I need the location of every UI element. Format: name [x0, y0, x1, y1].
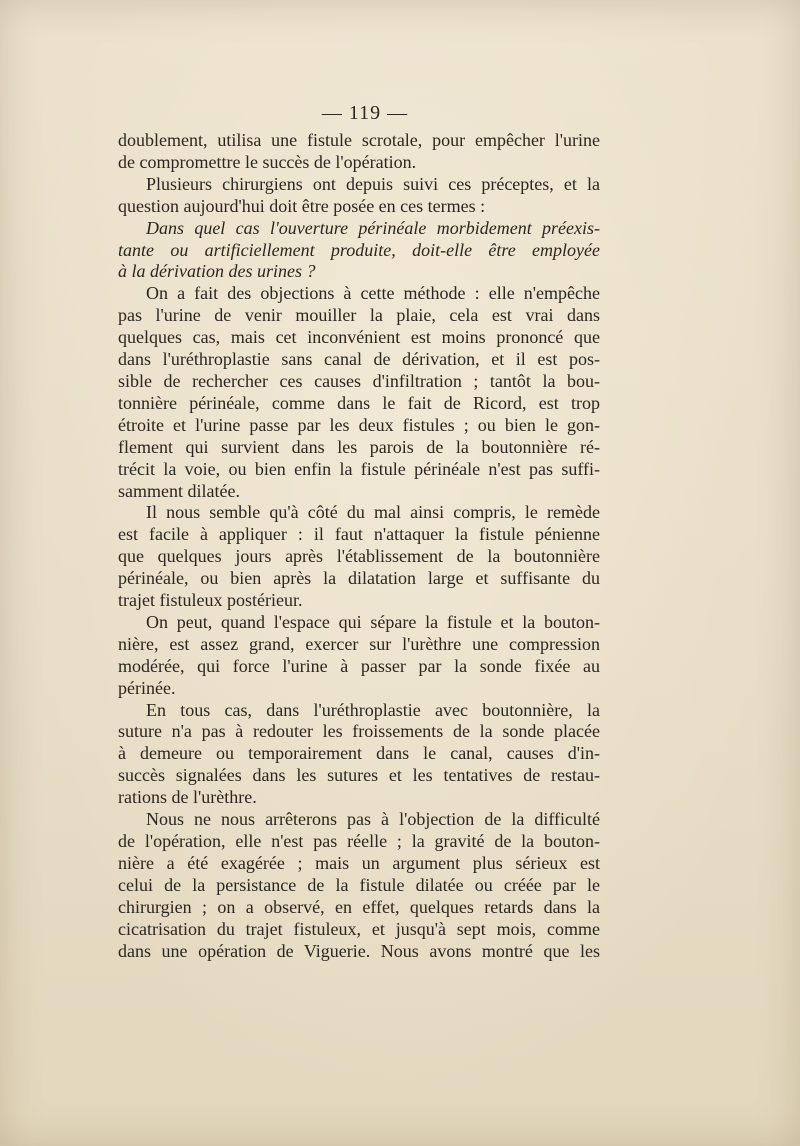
text-line: Plusieurs chirurgiens ont depuis suivi ces préceptes, et la	[146, 173, 600, 194]
text-line: succès signalées dans les sutures et les tentatives de restau-	[118, 765, 600, 786]
text-line: question aujourd'hui doit être posée en ces termes :	[118, 195, 486, 216]
text-line: nière a été exagérée ; mais un argument plus sérieux est	[118, 852, 600, 873]
text-line: doublement, utilisa une fistule scrotale, pour empêcher l'urine	[118, 130, 600, 150]
text-line: rations de l'urèthre.	[118, 787, 257, 808]
text-line: de compromettre le succès de l'opération.	[118, 151, 417, 172]
text-line: flement qui survient dans les parois de la boutonnière ré-	[118, 436, 600, 457]
text-line: cicatrisation du trajet fistuleux, et jusqu'à sept mois, comme	[118, 918, 600, 939]
body-text	[118, 130, 600, 962]
text-line: périnéale, ou bien après la dilatation large et suffisante du	[118, 568, 600, 589]
text-line: tante ou artificiellement produite, doit-elle être employée	[118, 239, 600, 260]
text-line: samment dilatée.	[118, 480, 240, 501]
text-line: dans une opération de Viguerie. Nous avons montré que les	[118, 940, 600, 961]
text-line: périnée.	[118, 677, 176, 698]
page-number: — 119 —	[321, 102, 409, 124]
text-line: est facile à appliquer : il faut n'attaquer la fistule pénienne	[118, 524, 600, 545]
text-line: que quelques jours après l'établissement de la boutonnière	[118, 546, 600, 567]
text-line: étroite et l'urine passe par les deux fistules ; ou bien le gon-	[118, 414, 600, 435]
text-line: En tous cas, dans l'uréthroplastie avec boutonnière, la	[146, 699, 600, 720]
text-line: à la dérivation des urines ?	[118, 261, 316, 282]
text-line: chirurgien ; on a observé, en effet, quelques retards dans la	[118, 896, 600, 917]
text-line: à demeure ou temporairement dans le canal, causes d'in-	[118, 743, 600, 764]
text-line: suture n'a pas à redouter les froissements de la sonde placée	[118, 721, 600, 742]
text-line: Il nous semble qu'à côté du mal ainsi compris, le remède	[146, 502, 600, 523]
text-line: Dans quel cas l'ouverture périnéale morbidement préexis-	[146, 217, 600, 238]
text-line: dans l'uréthroplastie sans canal de dérivation, et il est pos-	[118, 349, 600, 370]
text-line: On peut, quand l'espace qui sépare la fistule et la bouton-	[146, 611, 600, 632]
text-line: trécit la voie, ou bien enfin la fistule périnéale n'est pas suffi-	[118, 458, 600, 479]
text-line: quelques cas, mais cet inconvénient est moins prononcé que	[118, 327, 600, 348]
text-line: de l'opération, elle n'est pas réelle ; la gravité de la bouton-	[118, 831, 600, 851]
text-line: nière, est assez grand, exercer sur l'urèthre une compression	[118, 633, 600, 654]
text-line: pas l'urine de venir mouiller la plaie, cela est vrai dans	[118, 305, 600, 326]
text-line: celui de la persistance de la fistule dilatée ou créée par le	[118, 874, 600, 895]
text-line: modérée, qui force l'urine à passer par la sonde fixée au	[118, 655, 600, 676]
text-line: On a fait des objections à cette méthode : elle n'empêche	[146, 283, 600, 304]
text-line: trajet fistuleux postérieur.	[118, 590, 303, 611]
text-line: tonnière périnéale, comme dans le fait de Ricord, est trop	[118, 392, 600, 413]
text-line: Nous ne nous arrêterons pas à l'objection de la difficulté	[146, 809, 600, 830]
text-line: sible de rechercher ces causes d'infiltration ; tantôt la bou-	[118, 370, 600, 391]
